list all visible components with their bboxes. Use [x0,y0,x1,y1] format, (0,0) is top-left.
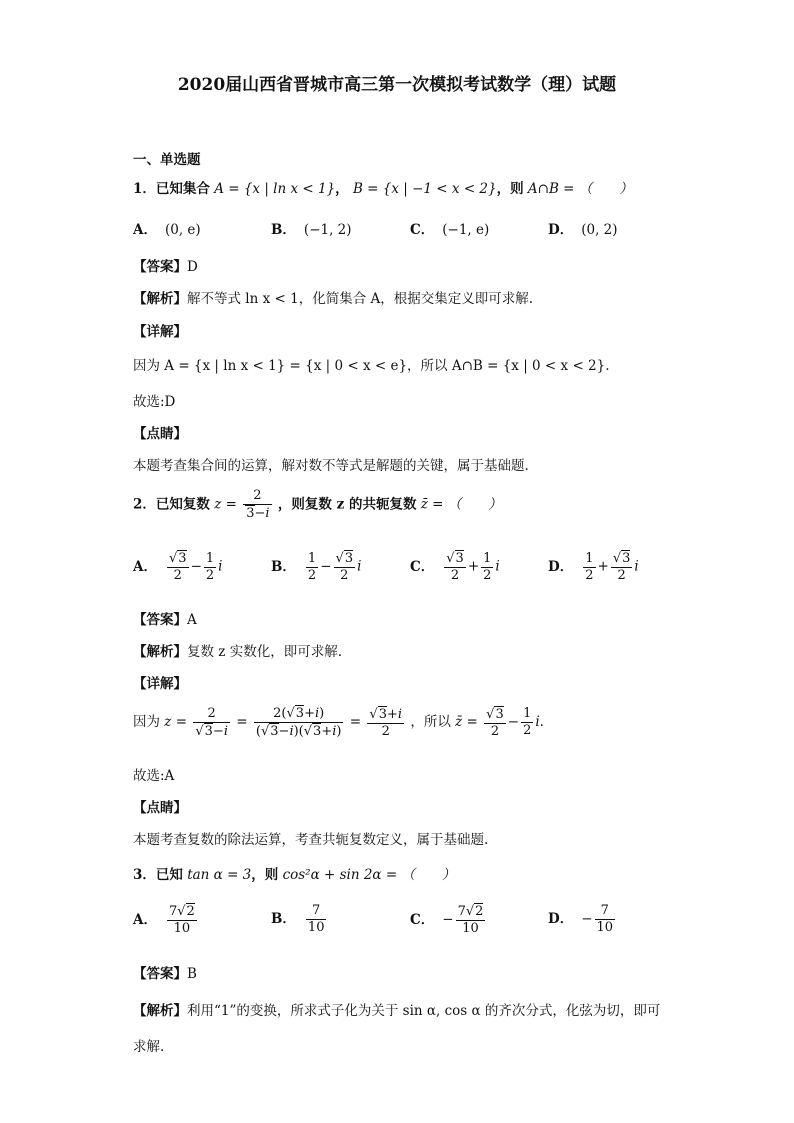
detail-pre: 因为 [133,714,160,730]
option-label: D． [548,222,574,238]
question-1 [133,177,633,197]
question-1-expr: A∩B = （ ） [527,181,633,197]
q2-option-a: A． $\frac{√3}{2}$ − $\frac{1}{2}$ i [133,550,223,583]
analysis-tag: 【解析】 [133,644,187,660]
option-label: B． [271,222,296,238]
q3-option-a: A． $\frac{7√2}{10}$ [133,904,195,936]
z-label: z = [214,496,237,513]
question-3-ask: ，则 [251,867,279,883]
option-text: (−1, e) [442,222,490,238]
answer-value: D [187,259,198,275]
option-text: (0, e) [164,222,201,238]
q3-option-b: B． $\frac{7}{10}$ [271,903,325,935]
comment-tag-1: 【点睛】 [133,426,187,442]
analysis-line-2 [133,640,342,660]
answer-line-1 [133,255,198,275]
question-2-tail: z̄ = （ ） [420,496,502,513]
choose-line-1: 故选:D [133,394,176,410]
q3-option-d: D． − $\frac{7}{10}$ [548,903,614,935]
q2-option-c: C． $\frac{√3}{2}$ + $\frac{1}{2}$ i [410,550,500,583]
detail-text-2: 因为 z = $\frac{2}{√3-i}$ = $\frac{2(√3+i)}{(√3-i)(√3+i)}$ = $\frac{√3+i}{2}$ ，所以 z̄ = $\frac{√3}{2}$ − $\frac{1}{2}$ i. [133,705,544,739]
analysis-line-1 [133,287,533,307]
q3-option-c: C． − $\frac{7√2}{10}$ [410,904,484,936]
analysis-tag: 【解析】 [133,291,187,307]
analysis-tag: 【解析】 [133,1003,187,1019]
answer-tag: 【答案】 [133,612,187,628]
analysis-text: 复数 z 实数化，即可求解. [187,644,342,660]
analysis-line-3 [133,999,660,1019]
q2-option-b: B． $\frac{1}{2}$ − $\frac{√3}{2}$ i [271,550,362,583]
set-b: B = {x | −1 < x < 2} [352,181,497,197]
option-b [271,218,352,238]
option-label: C． [410,222,435,238]
analysis-text: 解不等式 ln x < 1，化简集合 A，根据交集定义即可求解. [187,291,534,307]
comma: ， [335,181,349,197]
question-3-lead: 3．已知 [133,867,183,883]
option-text: (0, 2) [581,222,618,238]
comment-text-2: 本题考查复数的除法运算，考查共轭复数定义，属于基础题. [133,832,489,848]
question-1-ask: ，则 [496,181,524,197]
option-label: A． [133,222,157,238]
comment-tag-2: 【点睛】 [133,800,187,816]
answer-tag: 【答案】 [133,966,187,982]
q2-option-d: D． $\frac{1}{2}$ + $\frac{√3}{2}$ i [548,550,639,583]
detail-tag-2: 【详解】 [133,676,187,692]
analysis-line-3b: 求解. [133,1039,165,1055]
detail-text-1: 因为 A = {x | ln x < 1} = {x | 0 < x < e}，所以 A∩B = {x | 0 < x < 2}. [133,358,610,374]
option-a [133,218,201,238]
analysis-text: 利用“1”的变换，所求式子化为关于 sin α, cos α 的齐次分式，化弦为切，即可 [187,1003,661,1019]
question-2-ask: ，则复数 z 的共轭复数 [277,496,417,513]
set-a: A = {x | ln x < 1} [214,181,336,197]
section-heading: 一、单选题 [133,152,201,168]
detail-mid: ，所以 [410,714,451,730]
option-text: (−1, 2) [303,222,352,238]
question-3-expr: cos²α + sin 2α = （ ） [282,867,456,883]
question-2-lead: 2．已知复数 [133,496,210,513]
option-d [548,218,618,238]
option-c [410,218,489,238]
question-2 [133,488,502,522]
detail-tag-1: 【详解】 [133,324,187,340]
answer-line-3 [133,962,197,982]
choose-line-2: 故选:A [133,768,175,784]
question-3-cond: tan α = 3 [187,867,252,883]
page-title: 2020届山西省晋城市高三第一次模拟考试数学（理）试题 [177,75,617,95]
question-1-lead: 1．已知集合 [133,181,210,197]
answer-line-2 [133,608,197,628]
answer-value: B [187,966,197,982]
question-3 [133,863,455,883]
answer-tag: 【答案】 [133,259,187,275]
answer-value: A [187,612,197,628]
fraction: $\frac{2}{3-i}$ [243,488,271,522]
comment-text-1: 本题考查集合间的运算，解对数不等式是解题的关键，属于基础题. [133,458,529,474]
